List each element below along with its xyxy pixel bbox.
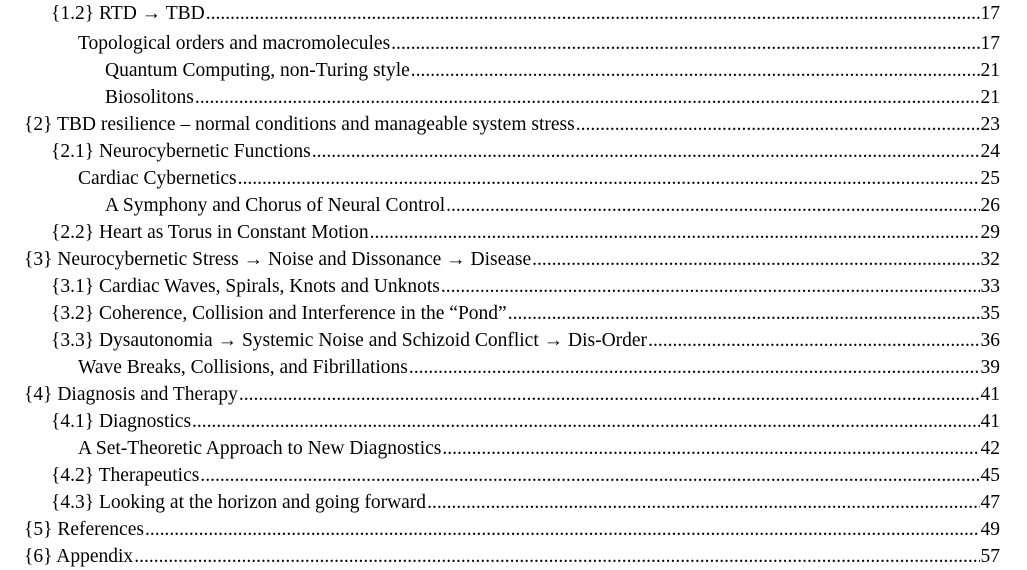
dot-leader [442,435,979,462]
dot-leader [532,246,979,273]
dot-leader [200,462,979,489]
toc-entry-4[interactable] [0,381,1027,408]
toc-entry-page: 32 [980,249,1000,270]
toc-entry-page: 57 [980,546,1000,567]
toc-entry-biosolitons[interactable] [0,84,1027,111]
dot-leader [192,408,979,435]
toc-entry-title: {3.2} Coherence, Collision and Interference in the “Pond” [51,303,507,324]
dot-leader [427,489,979,516]
toc-entry-page: 33 [980,276,1000,297]
toc-entry-page: 25 [980,168,1000,189]
toc-entry-page: 41 [980,384,1000,405]
toc-entry-title: Wave Breaks, Collisions, and Fibrillations [78,357,408,378]
toc-entry-page: 39 [980,357,1000,378]
toc-entry-4-2[interactable] [0,462,1027,489]
toc-entry-3-2[interactable] [0,300,1027,327]
dot-leader [446,192,979,219]
dot-leader [206,2,980,26]
toc-entry-page: 21 [980,87,1000,108]
toc-entry-title: {6} Appendix [24,546,134,567]
dot-leader [648,327,979,354]
toc-entry-3[interactable] [0,246,1027,273]
toc-entry-title: {3} Neurocybernetic Stress → Noise and Dissonance → Disease [24,249,532,270]
toc-entry-title: {3.1} Cardiac Waves, Spirals, Knots and Unknots [51,276,440,297]
toc-entry-title: {1.2} RTD → TBD [51,3,205,24]
toc-entry-1-2[interactable] [0,2,1027,30]
toc-entry-title: Topological orders and macromolecules [78,33,391,54]
toc-entry-page: 41 [980,411,1000,432]
dot-leader [409,354,980,381]
toc-entry-2-2[interactable] [0,219,1027,246]
dot-leader [391,30,979,57]
toc-entry-title: {2} TBD resilience – normal conditions and manageable system stress [24,114,575,135]
toc-entry-5[interactable] [0,516,1027,543]
dot-leader [195,84,980,111]
toc-entry-cardiac-cybernetics[interactable] [0,165,1027,192]
toc-entry-title: {5} References [24,519,144,540]
toc-entry-topological-orders[interactable] [0,30,1027,57]
toc-entry-quantum-computing[interactable] [0,57,1027,84]
toc-entry-page: 17 [980,3,1000,24]
toc-entry-title: {4.2} Therapeutics [51,465,200,486]
dot-leader [441,273,980,300]
toc-entry-4-1[interactable] [0,408,1027,435]
toc-entry-title: {3.3} Dysautonomia → Systemic Noise and Schizoid Conflict → Dis-Order [51,330,648,351]
toc-entry-2[interactable] [0,111,1027,138]
toc-entry-page: 29 [980,222,1000,243]
toc-entry-title: {2.1} Neurocybernetic Functions [51,141,311,162]
dot-leader [411,57,980,84]
toc-entry-page: 35 [980,303,1000,324]
toc-entry-set-theoretic[interactable] [0,435,1027,462]
toc-entry-page: 26 [980,195,1000,216]
toc-entry-page: 24 [980,141,1000,162]
toc-entry-4-3[interactable] [0,489,1027,516]
toc-entry-page: 42 [980,438,1000,459]
toc-entry-2-1[interactable] [0,138,1027,165]
toc-entry-page: 47 [980,492,1000,513]
toc-entry-title: A Set-Theoretic Approach to New Diagnostics [78,438,442,459]
toc-entry-6[interactable] [0,543,1027,570]
dot-leader [508,300,980,327]
toc-entry-title: Cardiac Cybernetics [78,168,237,189]
dot-leader [370,219,980,246]
toc-entry-title: A Symphony and Chorus of Neural Control [105,195,446,216]
toc-entry-title: Quantum Computing, non-Turing style [105,60,410,81]
toc-entry-title: Biosolitons [105,87,194,108]
toc-entry-title: {4.3} Looking at the horizon and going forward [51,492,427,513]
toc-entry-page: 49 [980,519,1000,540]
toc-entry-page: 21 [980,60,1000,81]
toc-entry-page: 45 [980,465,1000,486]
toc-entry-title: {2.2} Heart as Torus in Constant Motion [51,222,369,243]
dot-leader [312,138,980,165]
toc-entry-wave-breaks[interactable] [0,354,1027,381]
dot-leader [134,543,979,570]
toc-entry-page: 23 [980,114,1000,135]
dot-leader [238,165,980,192]
toc-entry-title: {4} Diagnosis and Therapy [24,384,238,405]
toc-entry-title: {4.1} Diagnostics [51,411,192,432]
dot-leader [576,111,980,138]
toc-entry-page: 17 [980,33,1000,54]
toc-entry-3-3[interactable] [0,327,1027,354]
toc-entry-3-1[interactable] [0,273,1027,300]
toc-entry-page: 36 [980,330,1000,351]
dot-leader [239,381,980,408]
dot-leader [145,516,980,543]
table-of-contents [0,2,1027,570]
toc-entry-symphony-chorus[interactable] [0,192,1027,219]
